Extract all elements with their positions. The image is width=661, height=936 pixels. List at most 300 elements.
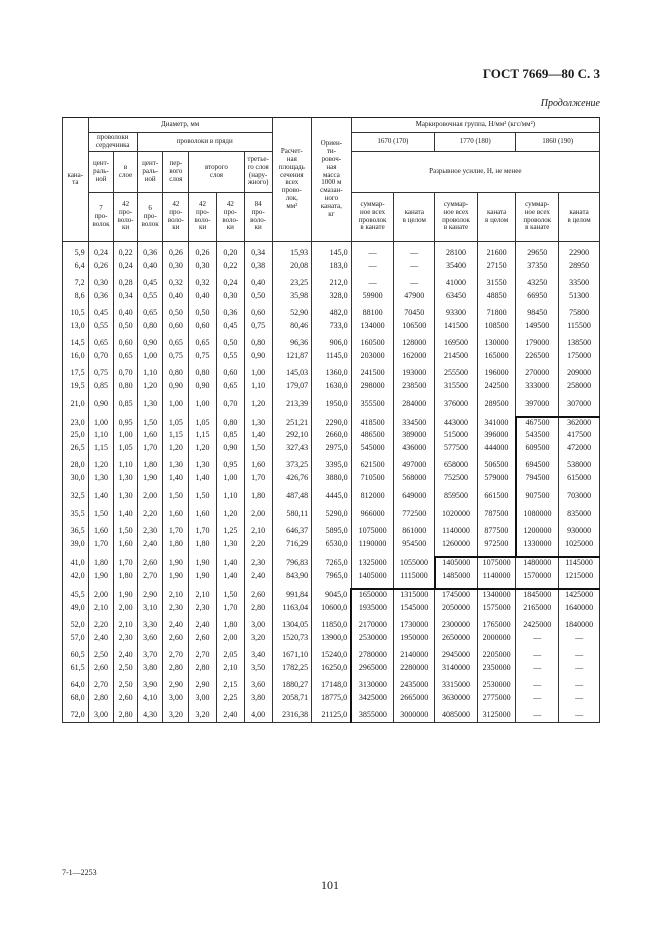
table-row [63, 320, 600, 338]
table-cell: 2,00 [114, 602, 138, 620]
table-cell: 10600,0 [312, 602, 352, 620]
table-cell: 1520,73 [272, 632, 312, 650]
table-cell: 48850 [477, 290, 516, 308]
table-cell: 0,50 [216, 338, 244, 350]
header-strand-wires: проволоки в пряди [137, 133, 272, 152]
table-cell: 1025000 [559, 538, 600, 557]
table-cell: 2,80 [114, 710, 138, 723]
table-cell: 0,80 [137, 320, 163, 338]
table-cell: 0,80 [189, 368, 217, 380]
table-cell: 1575000 [477, 602, 516, 620]
table-cell: 1145,0 [312, 350, 352, 368]
table-cell: 0,90 [88, 398, 114, 417]
table-row [63, 662, 600, 680]
table-cell: 0,80 [163, 368, 189, 380]
table-cell: 1765000 [477, 620, 516, 632]
table-cell: 1880,27 [272, 680, 312, 692]
table-cell: 1,00 [189, 398, 217, 417]
table-cell: 376000 [435, 398, 478, 417]
table-cell: 21600 [477, 241, 516, 260]
table-cell: 1,00 [216, 472, 244, 490]
table-cell: 328,0 [312, 290, 352, 308]
table-cell: 2965000 [351, 662, 394, 680]
table-cell: 2300000 [435, 620, 478, 632]
table-cell: 179000 [516, 338, 559, 350]
table-cell: 1,05 [189, 417, 217, 430]
header-n42-c: 42 про- воло- ки [189, 192, 217, 241]
table-cell: 0,28 [114, 278, 138, 290]
table-body [63, 241, 600, 722]
table-cell: 2,40 [216, 710, 244, 723]
table-cell: 2170000 [351, 620, 394, 632]
table-cell: 2,10 [244, 526, 272, 538]
table-cell: 1,10 [244, 380, 272, 398]
continued-label: Продолжение [540, 98, 600, 109]
table-cell: 487,48 [272, 490, 312, 508]
table-row [63, 380, 600, 398]
table-cell: 703000 [559, 490, 600, 508]
table-cell: 2,40 [189, 620, 217, 632]
table-cell: 1,20 [216, 508, 244, 526]
table-cell: 1,60 [244, 460, 272, 472]
header-whole-1770: каната в целом [477, 192, 516, 241]
table-cell: 63450 [435, 290, 478, 308]
table-cell: 1,30 [244, 417, 272, 430]
table-cell: — [351, 260, 394, 278]
table-cell: 2316,38 [272, 710, 312, 723]
table-cell: 2,80 [244, 602, 272, 620]
table-cell: 2,50 [88, 650, 114, 662]
table-cell: — [351, 241, 394, 260]
table-cell: 1,60 [88, 526, 114, 538]
table-cell: 2,90 [137, 589, 163, 602]
table-cell: 10,5 [63, 308, 89, 320]
table-cell: 35400 [435, 260, 478, 278]
table-cell: — [394, 278, 435, 290]
table-cell: 59900 [351, 290, 394, 308]
table-row [63, 508, 600, 526]
table-cell: 794500 [516, 472, 559, 490]
table-cell: 179,07 [272, 380, 312, 398]
table-cell: — [516, 632, 559, 650]
table-cell: 3,00 [163, 692, 189, 710]
table-row [63, 490, 600, 508]
table-cell: 3140000 [435, 662, 478, 680]
table-cell: 0,50 [163, 308, 189, 320]
table-cell: 1,60 [137, 430, 163, 442]
table-cell: 20,08 [272, 260, 312, 278]
table-cell: 18775,0 [312, 692, 352, 710]
table-cell: 128000 [394, 338, 435, 350]
table-cell: 1,20 [244, 398, 272, 417]
table-row [63, 570, 600, 589]
table-row [63, 620, 600, 632]
table-cell: 1485000 [435, 570, 478, 589]
table-cell: 0,75 [163, 350, 189, 368]
table-cell: 1,20 [137, 380, 163, 398]
table-cell: 3,80 [244, 692, 272, 710]
table-cell: 183,0 [312, 260, 352, 278]
header-n84: 84 про- воло- ки [244, 192, 272, 241]
table-cell: 1140000 [477, 570, 516, 589]
table-cell: 1,70 [114, 557, 138, 570]
table-cell: 710500 [351, 472, 394, 490]
table-cell: 1055000 [394, 557, 435, 570]
table-row [63, 417, 600, 430]
table-cell: 37350 [516, 260, 559, 278]
table-cell: 543500 [516, 430, 559, 442]
table-cell: 472000 [559, 442, 600, 460]
table-cell: 2,60 [88, 662, 114, 680]
table-cell: 0,26 [189, 241, 217, 260]
table-cell: 0,36 [216, 308, 244, 320]
table-cell: 1,20 [163, 442, 189, 460]
table-cell: 28,0 [63, 460, 89, 472]
table-cell: 51300 [559, 290, 600, 308]
table-cell: 165000 [477, 350, 516, 368]
table-cell: 2,60 [244, 589, 272, 602]
table-cell: 98450 [516, 308, 559, 320]
table-row [63, 290, 600, 308]
table-cell: 1650000 [351, 589, 394, 602]
table-cell: 1,30 [216, 538, 244, 557]
table-cell: 13900,0 [312, 632, 352, 650]
table-cell: 2,00 [216, 632, 244, 650]
table-cell: 1190000 [351, 538, 394, 557]
table-row [63, 338, 600, 350]
table-cell: 3,00 [88, 710, 114, 723]
table-cell: 4,30 [137, 710, 163, 723]
table-cell: 7265,0 [312, 557, 352, 570]
table-cell: 0,55 [216, 350, 244, 368]
table-cell: 4,00 [244, 710, 272, 723]
header-diameter: Диаметр, мм [88, 118, 272, 133]
table-row [63, 241, 600, 260]
table-cell: 3315000 [435, 680, 478, 692]
table-cell: 115500 [559, 320, 600, 338]
table-cell: 1145000 [559, 557, 600, 570]
table-cell: 2000000 [477, 632, 516, 650]
table-cell: 577500 [435, 442, 478, 460]
table-cell: 1,30 [137, 398, 163, 417]
table-cell: 0,85 [114, 398, 138, 417]
table-cell: 2,30 [244, 557, 272, 570]
header-strand-center: цент- раль- ной [137, 151, 163, 192]
table-cell: 315500 [435, 380, 478, 398]
table-cell: — [559, 680, 600, 692]
table-cell: 0,70 [216, 398, 244, 417]
table-cell: 0,80 [216, 417, 244, 430]
table-cell: 2,30 [137, 526, 163, 538]
table-cell: 877500 [477, 526, 516, 538]
table-cell: — [516, 692, 559, 710]
table-cell: 23,25 [272, 278, 312, 290]
table-cell: 694500 [516, 460, 559, 472]
table-cell: 1315000 [394, 589, 435, 602]
table-cell: 0,30 [189, 260, 217, 278]
table-cell: 3,10 [137, 602, 163, 620]
table-cell: 0,75 [189, 350, 217, 368]
table-cell: 0,30 [163, 260, 189, 278]
table-cell: 733,0 [312, 320, 352, 338]
table-cell: 121,87 [272, 350, 312, 368]
table-cell: 108500 [477, 320, 516, 338]
print-code: 7-1—2253 [62, 868, 97, 877]
table-cell: 39,0 [63, 538, 89, 557]
table-cell: 1,40 [88, 490, 114, 508]
table-cell: 2,15 [216, 680, 244, 692]
table-cell: 36,5 [63, 526, 89, 538]
table-cell: 2058,71 [272, 692, 312, 710]
header-mass: Ориен- ти- ровоч- ная масса 1000 м смазан- ного каната, кг [312, 118, 352, 242]
table-cell: 2,70 [137, 570, 163, 589]
table-cell: 134000 [351, 320, 394, 338]
table-cell: 334500 [394, 417, 435, 430]
table-cell: 0,60 [216, 368, 244, 380]
table-cell: 8,6 [63, 290, 89, 308]
table-cell: 2530000 [351, 632, 394, 650]
table-cell: 0,65 [137, 308, 163, 320]
table-cell: 1,40 [114, 508, 138, 526]
table-cell: 0,90 [137, 338, 163, 350]
table-cell: 60,5 [63, 650, 89, 662]
table-cell: 1405000 [435, 557, 478, 570]
table-cell: 861000 [394, 526, 435, 538]
table-cell: 1,40 [216, 557, 244, 570]
table-cell: 2,10 [163, 589, 189, 602]
table-cell: 615000 [559, 472, 600, 490]
table-cell: 1730000 [394, 620, 435, 632]
table-cell: 1140000 [435, 526, 478, 538]
table-cell: 1,30 [114, 472, 138, 490]
table-cell: 57,0 [63, 632, 89, 650]
table-cell: 149500 [516, 320, 559, 338]
table-cell: 515000 [435, 430, 478, 442]
table-cell: 0,30 [216, 290, 244, 308]
table-row [63, 650, 600, 662]
table-cell: 0,60 [244, 308, 272, 320]
table-cell: 52,90 [272, 308, 312, 320]
table-cell: 2,90 [189, 680, 217, 692]
table-cell: 609500 [516, 442, 559, 460]
table-row [63, 460, 600, 472]
header-in-layer: в слое [114, 151, 138, 192]
table-cell: 1,90 [189, 570, 217, 589]
table-cell: — [516, 650, 559, 662]
table-cell: 72,0 [63, 710, 89, 723]
table-cell: 506500 [477, 460, 516, 472]
table-row [63, 368, 600, 380]
table-cell: 2,60 [189, 632, 217, 650]
table-cell: 88100 [351, 308, 394, 320]
table-cell: 2,60 [114, 692, 138, 710]
table-row [63, 557, 600, 570]
header-first-layer: пер- вого слоя [163, 151, 189, 192]
table-cell: 251,21 [272, 417, 312, 430]
table-cell: — [394, 241, 435, 260]
table-cell: 21125,0 [312, 710, 352, 723]
table-cell: 444000 [477, 442, 516, 460]
table-cell: 417500 [559, 430, 600, 442]
table-cell: 16,0 [63, 350, 89, 368]
table-cell: 96,36 [272, 338, 312, 350]
table-cell: 1163,04 [272, 602, 312, 620]
table-cell: 1935000 [351, 602, 394, 620]
table-cell: 3,90 [137, 680, 163, 692]
table-cell: 0,95 [216, 460, 244, 472]
table-cell: 389000 [394, 430, 435, 442]
table-cell: 1,25 [216, 526, 244, 538]
table-cell: 1330000 [516, 538, 559, 557]
table-cell: 2,60 [137, 557, 163, 570]
table-cell: 497000 [394, 460, 435, 472]
table-cell: 66950 [516, 290, 559, 308]
table-cell: 0,60 [163, 320, 189, 338]
table-cell: 1950000 [394, 632, 435, 650]
table-cell: 2050000 [435, 602, 478, 620]
table-cell: 545000 [351, 442, 394, 460]
table-cell: 169500 [435, 338, 478, 350]
table-cell: 49,0 [63, 602, 89, 620]
table-cell: 0,50 [114, 320, 138, 338]
table-row [63, 680, 600, 692]
table-cell: 362000 [559, 417, 600, 430]
table-cell: 145,0 [312, 241, 352, 260]
table-cell: 1,90 [137, 472, 163, 490]
table-cell: 1,90 [114, 589, 138, 602]
header-core-center: цент- раль- ной [88, 151, 114, 192]
table-cell: 214500 [435, 350, 478, 368]
table-row [63, 710, 600, 723]
table-cell: 25,0 [63, 430, 89, 442]
table-cell: 2,30 [114, 632, 138, 650]
table-cell: 2,70 [88, 680, 114, 692]
table-cell: 646,37 [272, 526, 312, 538]
table-cell: 2,40 [137, 538, 163, 557]
table-cell: 33500 [559, 278, 600, 290]
table-cell: 658000 [435, 460, 478, 472]
table-cell: 5290,0 [312, 508, 352, 526]
table-cell: 930000 [559, 526, 600, 538]
table-cell: 52,0 [63, 620, 89, 632]
table-cell: 71800 [477, 308, 516, 320]
table-cell: 1,50 [216, 589, 244, 602]
table-cell: 1080000 [516, 508, 559, 526]
table-cell: 1115000 [394, 570, 435, 589]
table-cell: — [559, 632, 600, 650]
table-cell: 538000 [559, 460, 600, 472]
table-cell: 2280000 [394, 662, 435, 680]
table-cell: 2,70 [163, 650, 189, 662]
table-cell: 1671,10 [272, 650, 312, 662]
table-cell: 0,90 [216, 442, 244, 460]
table-cell: 7965,0 [312, 570, 352, 589]
table-cell: 2205000 [477, 650, 516, 662]
table-cell: 1,80 [137, 460, 163, 472]
table-cell: 3,40 [244, 650, 272, 662]
table-cell: 1640000 [559, 602, 600, 620]
table-cell: — [516, 680, 559, 692]
table-cell: 32,5 [63, 490, 89, 508]
table-cell: 1,50 [163, 490, 189, 508]
table-cell: 42,0 [63, 570, 89, 589]
table-cell: 209000 [559, 368, 600, 380]
table-cell: 397000 [516, 398, 559, 417]
table-cell: 68,0 [63, 692, 89, 710]
table-cell: 27150 [477, 260, 516, 278]
table-cell: 193000 [394, 368, 435, 380]
table-cell: 1,10 [88, 430, 114, 442]
table-cell: 2,40 [244, 570, 272, 589]
table-cell: 2,05 [216, 650, 244, 662]
table-cell: 0,55 [137, 290, 163, 308]
table-cell: 1,50 [189, 490, 217, 508]
table-cell: 787500 [477, 508, 516, 526]
table-cell: 203000 [351, 350, 394, 368]
table-cell: 14,5 [63, 338, 89, 350]
header-sum-1670: суммар- ное всех проволок в канате [351, 192, 394, 241]
table-cell: — [394, 260, 435, 278]
table-cell: 0,90 [244, 350, 272, 368]
header-grade: Маркировочная группа, Н/мм² (кгс/мм²) [351, 118, 599, 133]
table-cell: 2,90 [163, 680, 189, 692]
table-cell: 0,50 [189, 308, 217, 320]
table-cell: 991,84 [272, 589, 312, 602]
header-n6: 6 про- волок [137, 192, 163, 241]
table-cell: 35,98 [272, 290, 312, 308]
table-cell: 1950,0 [312, 398, 352, 417]
table-cell: 3,00 [189, 692, 217, 710]
table-cell: 2,20 [244, 538, 272, 557]
table-cell: 327,43 [272, 442, 312, 460]
header-grade-1860: 1860 (190) [516, 133, 600, 152]
header-n42-a: 42 про- воло- ки [114, 192, 138, 241]
table-cell: 1,70 [216, 602, 244, 620]
table-cell: 1630,0 [312, 380, 352, 398]
table-cell: 1,50 [114, 526, 138, 538]
table-cell: 80,46 [272, 320, 312, 338]
header-area: Расчет- ная площадь сечения всех прово- лок, мм² [272, 118, 312, 242]
table-cell: 812000 [351, 490, 394, 508]
table-cell: 0,70 [114, 368, 138, 380]
table-cell: 2,10 [114, 620, 138, 632]
table-cell: 6,4 [63, 260, 89, 278]
table-cell: 5895,0 [312, 526, 352, 538]
table-cell: 859500 [435, 490, 478, 508]
table-cell: 3125000 [477, 710, 516, 723]
table-cell: 373,25 [272, 460, 312, 472]
table-cell: 1570000 [516, 570, 559, 589]
table-cell: 3,50 [244, 662, 272, 680]
table-cell: 1,40 [216, 570, 244, 589]
table-cell: 2,20 [137, 508, 163, 526]
page-number: 101 [321, 878, 339, 892]
table-cell: 486500 [351, 430, 394, 442]
table-cell: 106500 [394, 320, 435, 338]
table-cell: 162000 [394, 350, 435, 368]
table-cell: 972500 [477, 538, 516, 557]
table-cell: 1,50 [137, 417, 163, 430]
table-cell: 341000 [477, 417, 516, 430]
table-cell: 796,83 [272, 557, 312, 570]
table-cell: 23,0 [63, 417, 89, 430]
table-cell: 2,10 [189, 589, 217, 602]
table-cell: 1,10 [216, 490, 244, 508]
table-cell: 1325000 [351, 557, 394, 570]
table-cell: 649000 [394, 490, 435, 508]
table-cell: 436000 [394, 442, 435, 460]
table-cell: 0,40 [189, 290, 217, 308]
